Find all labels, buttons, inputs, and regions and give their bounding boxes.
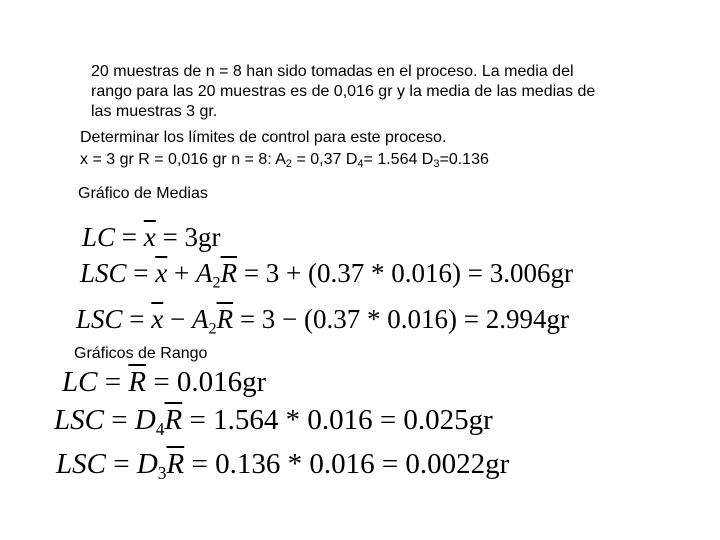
formula-medias-lic: LSC = $\overline{x} - A_2\overline{R} = 3 - (0.37 * 0.016) = 2.994gr$ [76, 304, 569, 338]
problem-line-3: las muestras 3 gr. [91, 103, 218, 120]
problem-line-1: 20 muestras de n = 8 han sido tomadas en el proceso. La media del [91, 63, 574, 80]
formula-medias-lc: LC = $\overline{x} = 3gr$ [82, 222, 221, 252]
section-title-rango: Gráficos de Rango [74, 345, 208, 362]
formula-rango-lsc: LSC = $D_4\overline{R} = 1.564 * 0.016 = 0.025gr$ [54, 404, 493, 440]
problem-line-2: rango para las 20 muestras es de 0,016 gr y la media de las medias de [91, 83, 596, 100]
formula-rango-lc: LC = $\overline{R} = 0.016gr$ [62, 366, 267, 398]
formula-rango-lic: LSC = $D_3\overline{R} = 0.136 * 0.016 = 0.0022gr$ [56, 448, 510, 484]
formula-medias-lsc: LSC = $\overline{x} + A_2\overline{R} = 3 + (0.37 * 0.016) = 3.006gr$ [80, 258, 573, 292]
problem-line-4: Determinar los límites de control para este proceso. [80, 129, 447, 146]
given-values: x = 3 gr R = 0,016 gr n = 8: $A_2 = 0,37$ $D_4= 1.564$ $D_3=0.136$ [80, 151, 489, 170]
section-title-medias: Gráfico de Medias [78, 185, 208, 202]
